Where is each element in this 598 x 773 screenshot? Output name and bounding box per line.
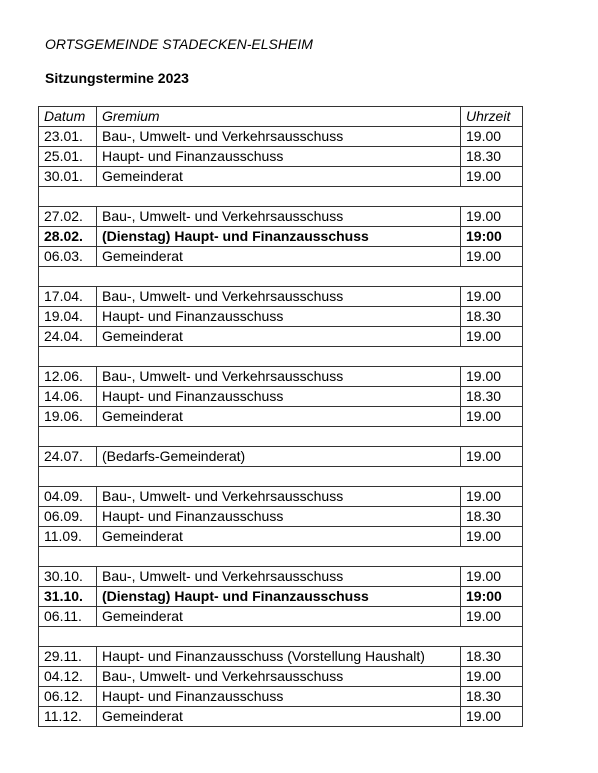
committee-cell: Gemeinderat (97, 707, 461, 727)
committee-cell: Haupt- und Finanzausschuss (97, 307, 461, 327)
committee-cell: Haupt- und Finanzausschuss (97, 507, 461, 527)
date-cell: 24.07. (39, 447, 97, 467)
spacer-row (39, 267, 523, 287)
date-cell: 06.11. (39, 607, 97, 627)
date-cell: 31.10. (39, 587, 97, 607)
committee-cell: Gemeinderat (97, 167, 461, 187)
table-row (39, 327, 523, 347)
committee-cell: Gemeinderat (97, 607, 461, 627)
committee-cell: (Dienstag) Haupt- und Finanzausschuss (97, 587, 461, 607)
committee-cell: Bau-, Umwelt- und Verkehrsausschuss (97, 207, 461, 227)
committee-cell: Bau-, Umwelt- und Verkehrsausschuss (97, 367, 461, 387)
time-cell: 19.00 (461, 207, 523, 227)
time-cell: 19.00 (461, 327, 523, 347)
table-row (39, 447, 523, 467)
committee-cell: Haupt- und Finanzausschuss (97, 387, 461, 407)
table-row (39, 227, 523, 247)
time-cell: 19.00 (461, 707, 523, 727)
table-row (39, 287, 523, 307)
date-cell: 30.01. (39, 167, 97, 187)
table-row (39, 207, 523, 227)
table-row (39, 147, 523, 167)
time-cell: 19.00 (461, 287, 523, 307)
date-cell: 06.03. (39, 247, 97, 267)
spacer-cell (39, 547, 523, 567)
spacer-row (39, 427, 523, 447)
committee-cell: Bau-, Umwelt- und Verkehrsausschuss (97, 567, 461, 587)
header-date: Datum (39, 107, 97, 127)
table-body (39, 127, 523, 727)
date-cell: 06.09. (39, 507, 97, 527)
table-row (39, 167, 523, 187)
table-row (39, 487, 523, 507)
table-row (39, 607, 523, 627)
committee-cell: Haupt- und Finanzausschuss (97, 147, 461, 167)
date-cell: 12.06. (39, 367, 97, 387)
date-cell: 17.04. (39, 287, 97, 307)
date-cell: 25.01. (39, 147, 97, 167)
date-cell: 28.02. (39, 227, 97, 247)
time-cell: 18.30 (461, 507, 523, 527)
committee-cell: Haupt- und Finanzausschuss (97, 687, 461, 707)
time-cell: 19.00 (461, 527, 523, 547)
spacer-cell (39, 267, 523, 287)
time-cell: 19.00 (461, 567, 523, 587)
spacer-row (39, 347, 523, 367)
time-cell: 19.00 (461, 167, 523, 187)
time-cell: 19.00 (461, 367, 523, 387)
time-cell: 19.00 (461, 407, 523, 427)
table-row (39, 687, 523, 707)
date-cell: 04.09. (39, 487, 97, 507)
time-cell: 19.00 (461, 247, 523, 267)
spacer-row (39, 627, 523, 647)
time-cell: 19.00 (461, 607, 523, 627)
table-row (39, 527, 523, 547)
spacer-row (39, 187, 523, 207)
date-cell: 29.11. (39, 647, 97, 667)
time-cell: 18.30 (461, 647, 523, 667)
time-cell: 19:00 (461, 227, 523, 247)
date-cell: 19.04. (39, 307, 97, 327)
time-cell: 18.30 (461, 147, 523, 167)
time-cell: 19.00 (461, 127, 523, 147)
time-cell: 19.00 (461, 487, 523, 507)
table-row (39, 567, 523, 587)
header-committee: Gremium (97, 107, 461, 127)
table-row (39, 367, 523, 387)
date-cell: 06.12. (39, 687, 97, 707)
spacer-cell (39, 347, 523, 367)
date-cell: 14.06. (39, 387, 97, 407)
committee-cell: (Bedarfs-Gemeinderat) (97, 447, 461, 467)
organization-name: ORTSGEMEINDE STADECKEN-ELSHEIM (45, 36, 313, 52)
time-cell: 19.00 (461, 667, 523, 687)
spacer-cell (39, 627, 523, 647)
time-cell: 19.00 (461, 447, 523, 467)
spacer-cell (39, 187, 523, 207)
table-header-row (39, 107, 523, 127)
time-cell: 18.30 (461, 687, 523, 707)
committee-cell: Bau-, Umwelt- und Verkehrsausschuss (97, 287, 461, 307)
committee-cell: Gemeinderat (97, 527, 461, 547)
date-cell: 23.01. (39, 127, 97, 147)
spacer-row (39, 467, 523, 487)
time-cell: 19:00 (461, 587, 523, 607)
date-cell: 11.09. (39, 527, 97, 547)
date-cell: 24.04. (39, 327, 97, 347)
committee-cell: Bau-, Umwelt- und Verkehrsausschuss (97, 487, 461, 507)
table-row (39, 247, 523, 267)
committee-cell: Gemeinderat (97, 247, 461, 267)
date-cell: 11.12. (39, 707, 97, 727)
committee-cell: Haupt- und Finanzausschuss (Vorstellung Haushalt) (97, 647, 461, 667)
time-cell: 18.30 (461, 307, 523, 327)
table-row (39, 507, 523, 527)
spacer-cell (39, 467, 523, 487)
committee-cell: Gemeinderat (97, 327, 461, 347)
date-cell: 19.06. (39, 407, 97, 427)
header-time: Uhrzeit (461, 107, 523, 127)
table-row (39, 707, 523, 727)
committee-cell: (Dienstag) Haupt- und Finanzausschuss (97, 227, 461, 247)
table-row (39, 307, 523, 327)
table-row (39, 127, 523, 147)
table-row (39, 387, 523, 407)
date-cell: 04.12. (39, 667, 97, 687)
table-row (39, 407, 523, 427)
table-row (39, 667, 523, 687)
committee-cell: Bau-, Umwelt- und Verkehrsausschuss (97, 127, 461, 147)
time-cell: 18.30 (461, 387, 523, 407)
document-title: Sitzungstermine 2023 (45, 70, 189, 86)
spacer-row (39, 547, 523, 567)
date-cell: 27.02. (39, 207, 97, 227)
table-row (39, 647, 523, 667)
table-row (39, 587, 523, 607)
schedule-table (38, 106, 523, 727)
date-cell: 30.10. (39, 567, 97, 587)
committee-cell: Gemeinderat (97, 407, 461, 427)
committee-cell: Bau-, Umwelt- und Verkehrsausschuss (97, 667, 461, 687)
spacer-cell (39, 427, 523, 447)
